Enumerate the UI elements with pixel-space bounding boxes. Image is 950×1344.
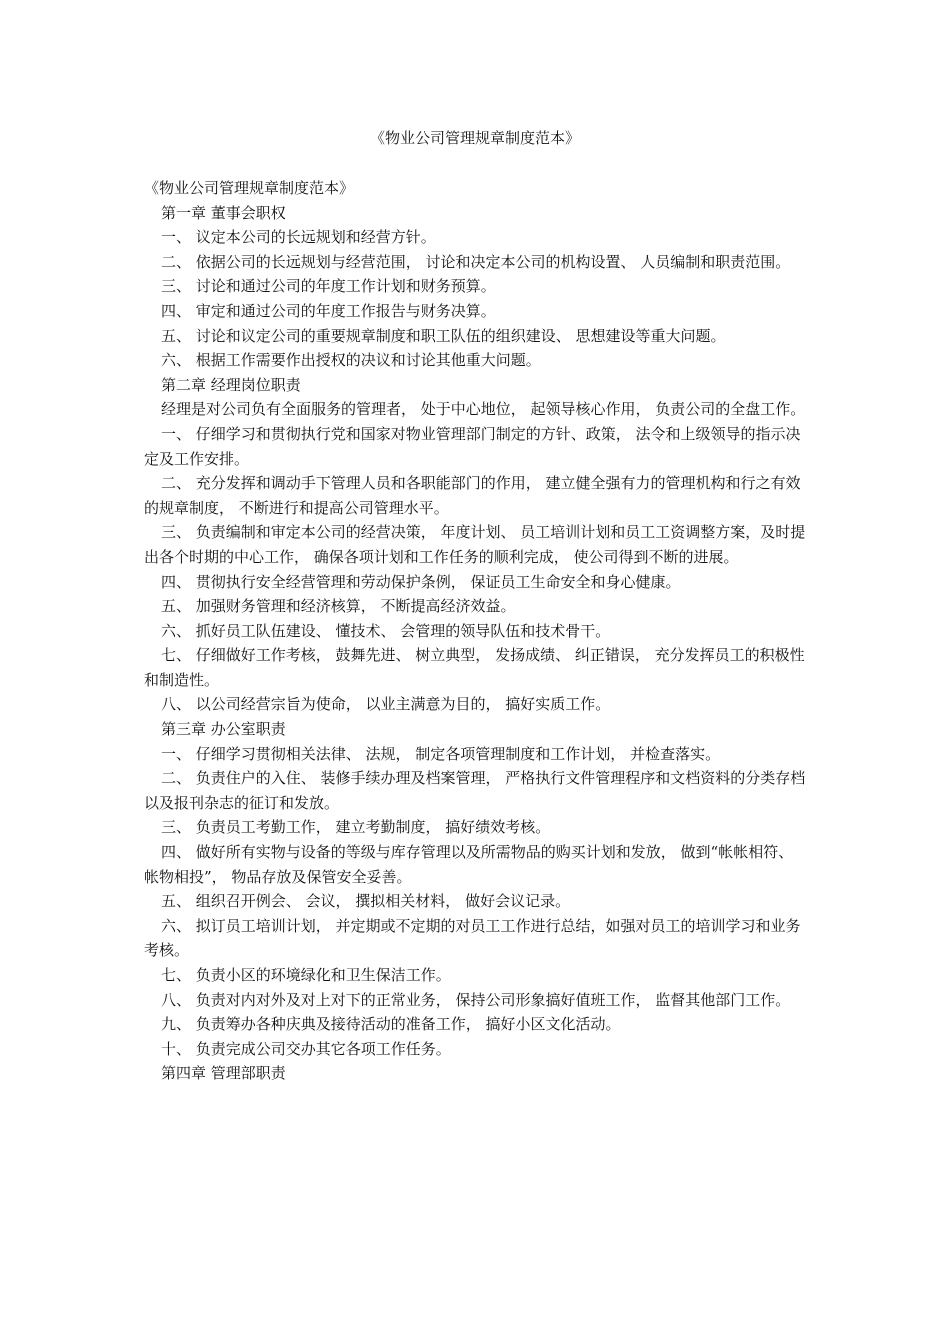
chapter-heading: 第二章 经理岗位职责 [161,375,301,394]
paragraph: 经理是对公司负有全面服务的管理者， 处于中心地位， 起领导核心作用， 负责公司的全盘工作。 [161,400,806,419]
paragraph: 一、 议定本公司的长远规划和经营方针。 [161,228,436,247]
paragraph: 三、 负责员工考勤工作， 建立考勤制度， 搞好绩效考核。 [161,818,551,837]
paragraph: 七、 负责小区的环境绿化和卫生保洁工作。 [161,966,451,984]
paragraph: 二、 充分发挥和调动手下管理人员和各职能部门的作用， 建立健全强有力的管理机构和行之有效的规章制度， 不断进行和提高公司管理水平。 [144,474,801,517]
paragraph: 五、 加强财务管理和经济核算， 不断提高经济效益。 [161,597,516,616]
paragraph: 三、 负责编制和审定本公司的经营决策， 年度计划、 员工培训计划和员工工资调整方案，及时提出各个时期的中心工作， 确保各项计划和工作任务的顺利完成， 使公司得到不断的进展。 [144,523,806,566]
paragraph: 九、 负责筹办各种庆典及接待活动的准备工作， 搞好小区文化活动。 [161,1015,621,1034]
paragraph: 八、 负责对内对外及对上对下的正常业务， 保持公司形象搞好值班工作， 监督其他部门工作。 [161,990,791,1009]
paragraph: 五、 组织召开例会、 会议， 撰拟相关材料， 做好会议记录。 [161,892,571,911]
paragraph-list [144,201,809,1086]
chapter-heading: 第三章 办公室职责 [161,720,286,739]
paragraph: 二、 负责住户的入住、 装修手续办理及档案管理， 严格执行文件管理程序和文档资料的分类存档以及报刊杂志的征订和发放。 [144,769,806,812]
paragraph: 四、 审定和通过公司的年度工作报告与财务决算。 [161,301,496,320]
paragraph: 五、 讨论和议定公司的重要规章制度和职工队伍的组织建设、 思想建设等重大问题。 [161,326,726,345]
chapter-heading: 第四章 管理部职责 [161,1064,286,1083]
paragraph: 一、 仔细学习和贯彻执行党和国家对物业管理部门制定的方针、政策， 法令和上级领导的指示决定及工作安排。 [144,424,801,468]
paragraph: 六、 根据工作需要作出授权的决议和讨论其他重大问题。 [161,351,541,370]
paragraph: 三、 讨论和通过公司的年度工作计划和财务预算。 [161,277,496,296]
paragraph: 六、 抓好员工队伍建设、 懂技术、 会管理的领导队伍和技术骨干。 [161,621,611,640]
paragraph: 一、 仔细学习贯彻相关法律、 法规， 制定各项管理制度和工作计划， 并检查落实。 [161,744,721,763]
paragraph: 四、 做好所有实物与设备的等级与库存管理以及所需物品的购买计划和发放， 做到“帐帐相符、 帐物相投”， 物品存放及保管安全妥善。 [144,843,794,886]
document-subtitle: 《物业公司管理规章制度范本》 [144,179,355,197]
paragraph: 十、 负责完成公司交办其它各项工作任务。 [161,1039,451,1058]
paragraph: 二、 依据公司的长远规划与经营范围， 讨论和决定本公司的机构设置、 人员编制和职责范围。 [161,252,791,271]
paragraph: 八、 以公司经营宗旨为使命， 以业主满意为目的， 搞好实质工作。 [161,695,611,714]
page-title: 《物业公司管理规章制度范本》 [369,129,580,147]
document-body [144,176,809,1086]
paragraph: 四、 贯彻执行安全经营管理和劳动保护条例， 保证员工生命安全和身心健康。 [161,572,681,591]
paragraph: 六、 拟订员工培训计划， 并定期或不定期的对员工工作进行总结，如强对员工的培训学习和业务考核。 [144,916,801,960]
chapter-heading: 第一章 董事会职权 [161,203,286,222]
paragraph: 七、 仔细做好工作考核， 鼓舞先进、 树立典型， 发扬成绩、 纠正错误， 充分发挥员工的积极性和制造性。 [144,646,805,689]
